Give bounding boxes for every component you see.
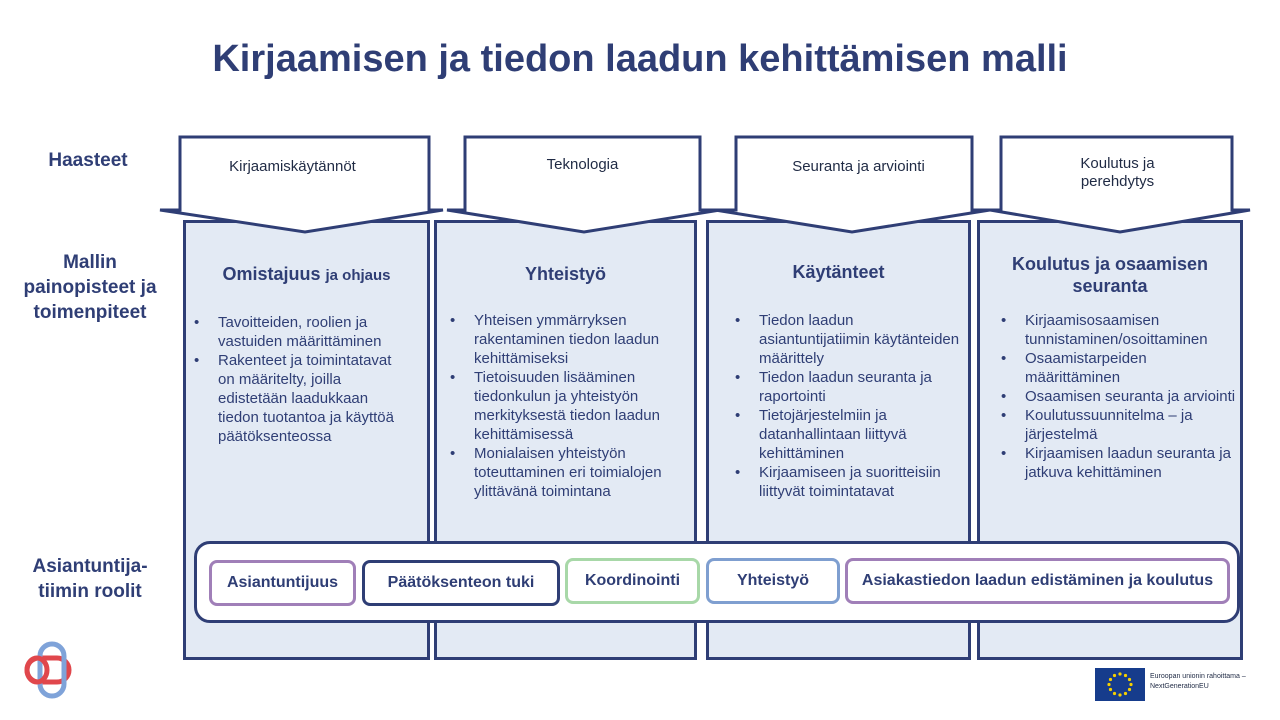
eu-flag-icon [1095, 668, 1145, 701]
challenge-label: Koulutus ja perehdytys [1080, 155, 1155, 190]
arrow-shape [447, 137, 720, 232]
role-expertise: Asiantuntijuus [209, 560, 356, 606]
column-heading: Koulutus ja osaamisen seuranta [1011, 254, 1209, 296]
eu-funding-text [1150, 672, 1270, 692]
list-item: • Tiedon laadun asiantuntijatiimin käytänteiden määrittely [727, 311, 962, 368]
list-item: • Tiedon laadun seuranta ja raportointi [727, 368, 962, 406]
column-heading-suffix: ja ohjaus [325, 267, 391, 284]
list-item: • Kirjaamiseen ja suoritteisiin liittyvät toimintatavat [727, 463, 962, 501]
list-item: • Osaamistarpeiden määrittäminen [993, 349, 1243, 387]
list-item: • Kirjaamisen laadun seuranta ja jatkuva kehittäminen [993, 444, 1243, 482]
row-label-roles: Asiantuntija-tiimin roolit [32, 556, 148, 602]
list-item: • Rakenteet ja toimintatavat on määritelty, joilla edistetään laadukkaan tiedon tuotantoa ja käyttöä päätöksenteossa [186, 351, 401, 446]
eu-funding-line1: Euroopan unionin rahoittama – [1150, 673, 1246, 680]
role-decision-support: Päätöksenteon tuki [362, 560, 560, 606]
row-label-challenges: Haasteet [48, 150, 128, 171]
role-coordination: Koordinointi [565, 558, 700, 604]
list-item: • Yhteisen ymmärryksen rakentaminen tiedon laadun kehittämiseksi [442, 311, 682, 368]
challenge-label: Teknologia [546, 156, 619, 173]
list-item: • Kirjaamisosaamisen tunnistaminen/osoittaminen [993, 311, 1243, 349]
column-heading: Käytänteet [792, 262, 885, 282]
eu-funding-line2: NextGenerationEU [1150, 683, 1209, 690]
list-item: • Tietojärjestelmiin ja datanhallintaan liittyvä kehittäminen [727, 406, 962, 463]
role-customer-data-quality: Asiakastiedon laadun edistäminen ja koulutus [845, 558, 1230, 604]
list-item: • Osaamisen seuranta ja arviointi [993, 387, 1243, 406]
organization-logo [24, 640, 84, 702]
column-heading: Yhteistyö [524, 264, 607, 284]
challenge-label: Seuranta ja arviointi [792, 158, 925, 175]
role-cooperation: Yhteistyö [706, 558, 840, 604]
column-heading-main: Omistajuus [222, 264, 321, 284]
row-label-focus: Mallin painopisteet ja toimenpiteet [23, 252, 157, 323]
arrow-shape [160, 137, 443, 232]
list-item: • Monialaisen yhteistyön toteuttaminen eri toimialojen ylittävänä toimintana [442, 444, 682, 501]
arrow-shape [715, 137, 990, 232]
page-title: Kirjaamisen ja tiedon laadun kehittämisen malli [212, 38, 1068, 80]
list-item: • Koulutussuunnitelma – ja järjestelmä [993, 406, 1243, 444]
list-item: • Tavoitteiden, roolien ja vastuiden määrittäminen [186, 313, 401, 351]
challenge-label: Kirjaamiskäytännöt [229, 158, 356, 175]
list-item: • Tietoisuuden lisääminen tiedonkulun ja yhteistyön merkityksestä tiedon laadun kehittämisessä [442, 368, 682, 444]
